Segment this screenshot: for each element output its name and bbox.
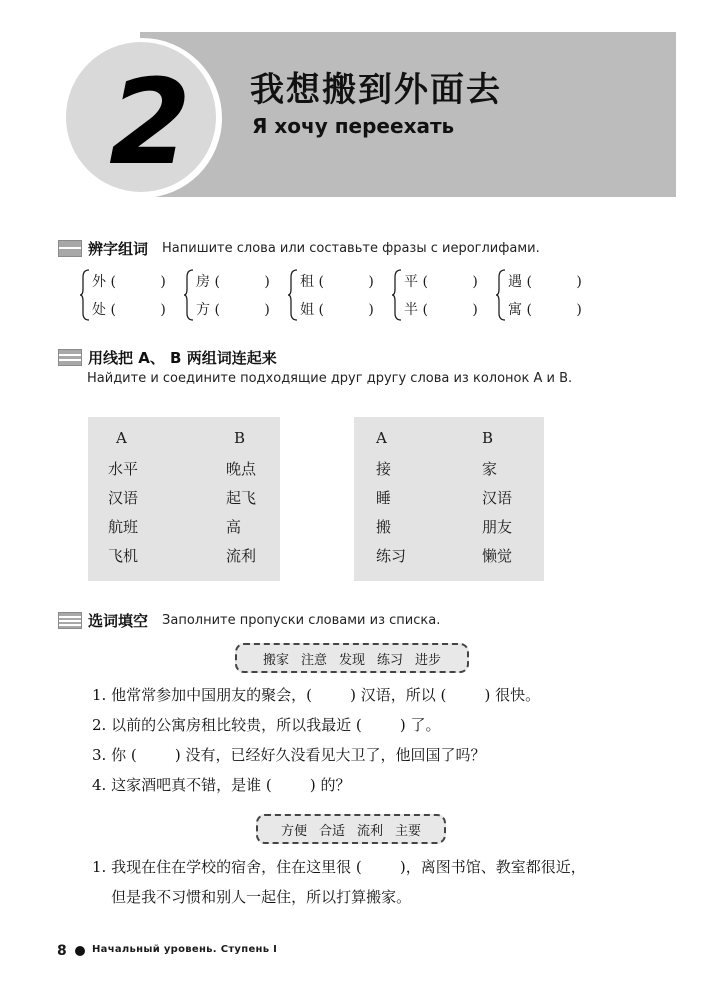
char-pair-5-top[interactable]: 遇 ( ) xyxy=(508,274,582,290)
char-pair-1-top[interactable]: 外 ( ) xyxy=(92,274,166,290)
exercise-sentence[interactable]: 1. 我现在住在学校的宿舍，住在这里很 ( )，离图书馆、教室都很近， xyxy=(92,858,586,876)
char-pair-4-top[interactable]: 平 ( ) xyxy=(404,274,478,290)
exercise-sentence[interactable]: 2. 以前的公寓房租比较贵，所以我最近 ( ) 了。 xyxy=(92,716,441,734)
char-pair-3-top[interactable]: 租 ( ) xyxy=(300,274,374,290)
brace-icon xyxy=(184,269,194,321)
word-bank-item: 合适 xyxy=(318,823,345,839)
char-pair-1-bottom[interactable]: 处 ( ) xyxy=(92,302,166,318)
brace-icon xyxy=(496,269,506,321)
match-word-a[interactable]: 汉语 xyxy=(108,489,139,507)
match-word-b[interactable]: 高 xyxy=(226,518,242,536)
char-pair-3-bottom[interactable]: 姐 ( ) xyxy=(300,302,374,318)
match-word-b[interactable]: 汉语 xyxy=(482,489,513,507)
lesson-title-zh: 我想搬到外面去 xyxy=(250,70,502,110)
page-number: 8 xyxy=(57,943,67,959)
match-box-2-header-b: B xyxy=(482,429,494,447)
char-pair-5-bottom[interactable]: 寓 ( ) xyxy=(508,302,582,318)
section-3-title: 选词填空 xyxy=(88,612,149,630)
word-bank-item: 注意 xyxy=(300,652,327,668)
match-word-a[interactable]: 搬 xyxy=(376,518,392,536)
match-word-a[interactable]: 练习 xyxy=(376,547,407,565)
word-bank-item: 主要 xyxy=(395,823,422,839)
match-word-b[interactable]: 晚点 xyxy=(226,460,257,478)
section-2-instruction: Найдите и соедините подходящие друг другу слова из колонок A и B. xyxy=(87,371,573,386)
word-bank-item: 搬家 xyxy=(262,652,289,668)
match-word-a[interactable]: 水平 xyxy=(108,460,139,478)
word-bank-item: 方便 xyxy=(280,823,307,839)
match-word-a[interactable]: 航班 xyxy=(108,518,139,536)
match-box-1-header-b: B xyxy=(234,429,246,447)
char-pair-2-bottom[interactable]: 方 ( ) xyxy=(196,302,270,318)
match-word-a[interactable]: 睡 xyxy=(376,489,392,507)
match-word-b[interactable]: 流利 xyxy=(226,547,257,565)
match-word-b[interactable]: 家 xyxy=(482,460,498,478)
char-pair-2-top[interactable]: 房 ( ) xyxy=(196,274,270,290)
match-word-b[interactable]: 朋友 xyxy=(482,518,513,536)
word-bank-item: 发现 xyxy=(338,652,365,668)
match-box-2 xyxy=(354,417,544,581)
match-word-a[interactable]: 接 xyxy=(376,460,392,478)
match-box-1 xyxy=(88,417,280,581)
section-2-marker-icon xyxy=(58,349,82,366)
match-word-b[interactable]: 起飞 xyxy=(226,489,257,507)
exercise-sentence[interactable]: 1. 他常常参加中国朋友的聚会，( ) 汉语，所以 ( ) 很快。 xyxy=(92,686,541,704)
word-bank-1 xyxy=(235,643,469,673)
section-3-instruction: Заполните пропуски словами из списка. xyxy=(162,613,441,628)
match-box-1-header-a: A xyxy=(116,429,127,447)
section-3-heading xyxy=(58,610,440,631)
exercise-sentence[interactable]: 3. 你 ( ) 没有，已经好久没看见大卫了，他回国了吗？ xyxy=(92,746,486,764)
section-1-title: 辨字组词 xyxy=(88,240,149,258)
exercise-sentence-continuation: 但是我不习惯和别人一起住，所以打算搬家。 xyxy=(92,888,412,906)
section-2-title: 用线把 A、 B 两组词连起来 xyxy=(88,349,277,367)
brace-icon xyxy=(80,269,90,321)
lesson-number: 2 xyxy=(108,53,192,191)
section-3-marker-icon xyxy=(58,612,82,629)
section-1-heading xyxy=(58,238,540,259)
brace-icon xyxy=(288,269,298,321)
footer-level-text: Начальный уровень. Ступень I xyxy=(92,944,278,955)
match-box-2-header-a: A xyxy=(376,429,387,447)
section-1-instruction: Напишите слова или составьте фразы с иероглифами. xyxy=(162,241,540,256)
exercise-sentence[interactable]: 4. 这家酒吧真不错，是谁 ( ) 的？ xyxy=(92,776,351,794)
match-word-b[interactable]: 懒觉 xyxy=(482,547,513,565)
word-bank-item: 进步 xyxy=(415,652,442,668)
bullet-icon xyxy=(75,946,85,956)
match-word-a[interactable]: 飞机 xyxy=(108,547,139,565)
section-1-marker-icon xyxy=(58,240,82,257)
brace-icon xyxy=(392,269,402,321)
word-bank-2 xyxy=(256,814,446,844)
lesson-title-ru: Я хочу переехать xyxy=(252,114,455,138)
word-bank-item: 流利 xyxy=(357,823,384,839)
section-2-heading xyxy=(58,347,291,368)
word-bank-item: 练习 xyxy=(377,652,404,668)
char-pair-4-bottom[interactable]: 半 ( ) xyxy=(404,302,478,318)
